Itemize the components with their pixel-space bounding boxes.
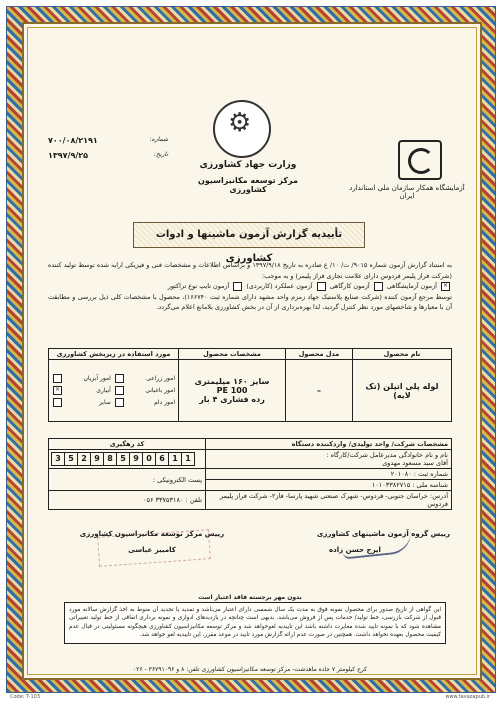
code-digit: 2 xyxy=(77,452,91,466)
date-label: تاریخ: xyxy=(154,151,168,158)
center-address: کرج کیلومتر ۷ جاده ماهدشت- مرکز توسعه مکانیزاسیون کشاورزی تلفن: ۸ و ۳۶۷۹۱۰۹۶ - ۰۲۶ xyxy=(132,666,368,673)
usage-cell xyxy=(49,360,179,422)
number-value: ۷۰۰/۰۸/۲۱۹۱ xyxy=(48,136,98,145)
code-digit: 1 xyxy=(168,452,182,466)
owner-cell xyxy=(206,450,452,469)
phone-cell xyxy=(49,491,206,510)
option-workshop: آزمون کارگاهی xyxy=(329,282,370,291)
registration-label: شماره ثبت : xyxy=(413,470,448,478)
header-product-model: مدل محصول xyxy=(286,349,353,360)
form-code: Code: T-103 xyxy=(10,694,41,700)
option-lab: آزمون آزمایشگاهی xyxy=(386,282,437,291)
group-head-title: رییس گروه آزمون ماشینهای کشاورزی xyxy=(316,530,450,538)
tracking-code xyxy=(52,452,202,466)
usage-label: امور دام xyxy=(154,399,175,406)
certificate-title: تأییدیه گزارش آزمون ماشینها و ادوات کشاورزی xyxy=(133,222,365,248)
number-label: شماره: xyxy=(149,136,168,143)
checkbox-tractor[interactable] xyxy=(233,282,242,291)
usage-checkbox-irrigation-checked[interactable]: × xyxy=(54,386,61,393)
usage-checkbox-livestock[interactable] xyxy=(115,398,124,407)
usage-label: سایر xyxy=(98,399,111,406)
group-head-name: ایرج حسن زاده xyxy=(329,546,381,554)
ministry-emblem-icon xyxy=(213,100,271,158)
usage-label: امور باغبانی xyxy=(145,387,175,394)
spec-line: PE 100 xyxy=(216,386,248,395)
option-performance: آزمون عملکرد (کاربردی) xyxy=(246,282,313,291)
standard-organization: آزمایشگاه همکار سازمان ملی استاندارد ایران xyxy=(349,184,465,200)
product-model: – xyxy=(286,360,353,422)
product-name: لوله پلی اتیلن (تک لایه) xyxy=(353,360,452,422)
spec-line: سایز ۱۶۰ میلیمتری xyxy=(194,377,270,386)
company-header: مشخصات شرکت/ واحد تولیدی/ واردکننده دستگاه xyxy=(206,439,452,450)
usage-checkbox-horticulture[interactable] xyxy=(115,386,124,395)
product-table xyxy=(48,348,452,422)
national-id-value: ۱۰۱۰۳۳۸۲۷۱۵ xyxy=(371,481,411,489)
code-digit: 0 xyxy=(142,452,156,466)
code-digit: 9 xyxy=(90,452,104,466)
code-digit: 5 xyxy=(116,452,130,466)
ministry-name: وزارت جهاد کشاورزی xyxy=(199,160,297,170)
header-product-name: نام محصول xyxy=(353,349,452,360)
usage-checkbox-other[interactable] xyxy=(53,398,62,407)
email-cell xyxy=(49,469,206,491)
print-footer xyxy=(10,694,490,700)
body-paragraph xyxy=(48,260,452,313)
usage-checkbox-aquaculture[interactable] xyxy=(53,374,62,383)
standard-logo-icon xyxy=(398,140,442,180)
center-name: مرکز توسعه مکانیزاسیون کشاورزی xyxy=(198,176,298,194)
usage-options xyxy=(52,374,175,407)
address-cell xyxy=(206,491,452,510)
validity-note: این گواهی از تاریخ صدور برای محصول نمونه فوق به مدت یک سال شمسی دارای اعتبار می‌باشد و تمدید یا تجدید آن منوط به اخذ گزارش سالانه مورد قبول از شرکت بازرسی، خط تولید/ خدمات پس از فروش می‌باشد. بدیهی است چنانچه در بازدیدهای ادواری و نمونه برداری اتفاقی از خط تولید تغییراتی مشاهده شود که با نمونه تایید شده مغایرت داشته باشد این تاییدیه لغوخواهد شد و مرکز توسعه مکانیزاسیون کشاورزی هیچگونه مسئولیتی در قبال عدم کیفیت محصول بعهده نخواهد داشت. همچنین در صورت عدم ارائه گزارش مورد تایید در موعد مقرر، این تاییدیه لغو خواهد شد. xyxy=(64,602,446,644)
code-digit: 3 xyxy=(51,452,65,466)
document-meta xyxy=(48,136,168,166)
paragraph-body: توسط مرجع آزمون کننده (شرکت صنایع پلاستیک جهاد زمزم واحد مشهد دارای شماره ثبت ۱۶۶۷۴۰)، محصول با مشخصات کلی ذیل بررسی و مطابقت آن با معیارها و شاخصهای مورد نظر کنترل گردید، لذا بهره‌برداری از آن در بخش کشاورزی بلامانع اعلام می‌گردد. xyxy=(48,292,452,312)
printer-site: www.tavazapub.ir xyxy=(445,694,490,700)
owner-value: آقای سید مسعود مهدوی xyxy=(382,459,448,467)
usage-label: امور آبزیان xyxy=(83,375,111,382)
center-head-name: کامبیز عباسی xyxy=(128,546,176,554)
owner-label: نام و نام خانوادگی مدیرعامل شرکت/کارگاه : xyxy=(326,451,448,459)
paragraph-intro: به استناد گزارش آزمون شماره ۹۰۱۵/ ت/ ۱۰/ ع صادره به تاریخ ۱۳۹۷/۹/۱۸ و براساس اطلاعات و مشخصات فنی و فیزیکی ارایه شده توسط تولید کننده (شرکت فراز پلیمر فردوس دارای علامت تجاری فراز پلیمر) و به موجب: xyxy=(48,261,453,280)
date-row xyxy=(48,151,168,160)
center-head-title: رییس مرکز توسعه مکانیزاسیون کشاورزی xyxy=(79,530,225,538)
phone-value: ۳۳۷۵۳۱۸۰ xyxy=(155,496,184,504)
address-value: خراسان جنوبی- فردوس- شهرک صنعتی شهید پارسا- فاز۲- شرکت فراز پلیمر فردوس xyxy=(219,492,448,508)
code-digit: 5 xyxy=(64,452,78,466)
certificate-content xyxy=(28,28,472,673)
company-table xyxy=(48,438,452,510)
code-digit: 1 xyxy=(181,452,195,466)
phone-area-code: ۰۵۶ xyxy=(142,496,154,504)
official-stamp xyxy=(97,529,211,567)
address-label: آدرس: xyxy=(430,492,448,500)
code-digit: 6 xyxy=(155,452,169,466)
registration-value: ۲۰۱۰۸۰ xyxy=(390,470,412,478)
registration-cell xyxy=(206,469,452,480)
header-product-spec: مشخصات محصول xyxy=(179,349,286,360)
national-id-label: شناسه ملی : xyxy=(412,481,448,489)
checkbox-performance[interactable] xyxy=(317,282,326,291)
date-value: ۱۳۹۷/۹/۲۵ xyxy=(48,151,89,160)
option-tractor: آزمون تایپ نوع تراکتور xyxy=(167,282,230,291)
code-digit: 8 xyxy=(103,452,117,466)
tracking-code-cell xyxy=(49,450,206,469)
number-row xyxy=(48,136,168,145)
national-id-cell xyxy=(206,480,452,491)
checkbox-lab-checked[interactable]: × xyxy=(442,281,449,289)
checkbox-workshop[interactable] xyxy=(374,282,383,291)
email-label: پست الکترونیکی : xyxy=(152,475,202,484)
phone-label: تلفن : xyxy=(185,496,202,504)
usage-checkbox-farming[interactable] xyxy=(115,374,124,383)
tracking-code-label: کد رهگیری xyxy=(49,439,206,450)
product-spec xyxy=(179,360,286,422)
usage-label: امور زراعی xyxy=(146,375,175,382)
code-digit: 9 xyxy=(129,452,143,466)
note-title: بدون مهر برجسته فاقد اعتبار است xyxy=(198,594,302,601)
usage-label: آبیاری xyxy=(96,387,111,394)
spec-line: رده فشاری ۴ بار xyxy=(199,395,265,404)
header-product-usage: مورد استفاده در زیربخش کشاورزی xyxy=(49,349,179,360)
